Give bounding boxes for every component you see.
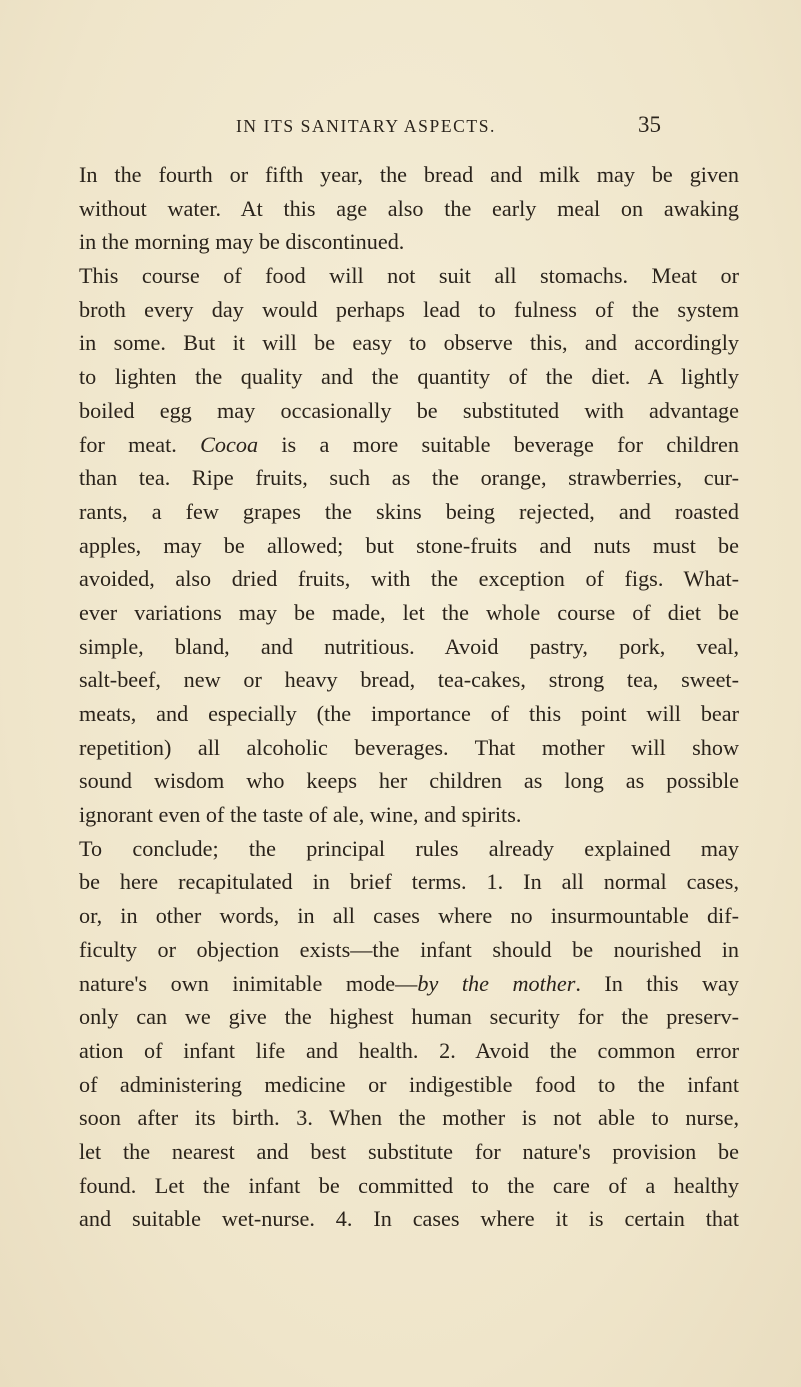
text-segment: This course of food will not suit all stomachs. Meat or [79,263,739,289]
text-segment: broth every day would perhaps lead to fulness of the system [79,296,739,322]
text-line [79,158,739,192]
text-segment: repetition) all alcoholic beverages. That mother will show [79,734,739,760]
text-line [79,1135,739,1169]
text-line [79,360,739,394]
text-segment: sound wisdom who keeps her children as long as possible [79,768,739,794]
text-line [79,798,739,832]
text-segment: nature's own inimitable mode— [79,970,418,996]
text-line [79,495,739,529]
text-line [79,428,739,462]
text-line [79,326,739,360]
text-line [79,663,739,697]
text-segment: is a more suitable beverage for children [258,431,739,457]
italic-term: Cocoa [200,431,259,457]
text-segment: . In this way [575,970,739,996]
running-title: IN ITS SANITARY ASPECTS. [236,116,496,136]
text-segment: In the fourth or fifth year, the bread and milk may be given [79,162,739,187]
text-segment: salt-beef, new or heavy bread, tea-cakes, strong tea, sweet- [79,667,739,693]
text-segment: apples, may be allowed; but stone-fruits and nuts must be [79,532,739,558]
text-line [79,259,739,293]
text-line [79,967,739,1001]
text-segment: To conclude; the principal rules already explained may [79,835,739,861]
text-line [79,630,739,664]
text-segment: found. Let the infant be committed to the care of a healthy [79,1172,739,1198]
text-segment: let the nearest and best substitute for nature's provision be [79,1138,739,1164]
text-line [79,1068,739,1102]
text-segment: rants, a few grapes the skins being rejected, and roasted [79,498,739,524]
text-line [79,899,739,933]
text-segment: in some. But it will be easy to observe this, and accordingly [79,330,739,356]
text-segment: without water. At this age also the early meal on awaking [79,195,739,221]
text-line [79,933,739,967]
text-line [79,865,739,899]
text-segment: meats, and especially (the importance of this point will bear [79,701,739,726]
text-line [79,1034,739,1068]
text-segment: to lighten the quality and the quantity of the diet. A lightly [79,364,739,390]
text-segment: simple, bland, and nutritious. Avoid pastry, pork, veal, [79,633,739,659]
text-segment: ever variations may be made, let the whole course of diet be [79,599,739,625]
text-line [79,293,739,327]
text-line [79,1202,739,1236]
text-line [79,192,739,226]
page-number: 35 [638,112,661,137]
text-line [79,225,739,259]
text-segment: only can we give the highest human security for the preserv- [79,1004,739,1030]
text-segment: for meat. [79,431,201,457]
text-segment: avoided, also dried fruits, with the exception of figs. What- [79,566,739,592]
body-text [79,158,739,1236]
text-line [79,529,739,563]
italic-phrase: by the mother [417,970,576,996]
text-segment: ignorant even of the taste of ale, wine, and spirits. [79,802,522,828]
text-line [79,596,739,630]
text-line [79,697,739,731]
text-line [79,731,739,765]
text-segment: or, in other words, in all cases where no insurmountable dif- [79,903,739,929]
text-segment: than tea. Ripe fruits, such as the orange, strawberries, cur- [79,465,739,491]
text-segment: in the morning may be discontinued. [79,229,405,255]
text-line [79,461,739,495]
text-line [79,1169,739,1203]
text-line [79,832,739,866]
text-segment: soon after its birth. 3. When the mother is not able to nurse, [79,1105,739,1131]
text-line [79,1101,739,1135]
text-line [79,1000,739,1034]
text-segment: ation of infant life and health. 2. Avoid the common error [79,1037,739,1063]
text-segment: boiled egg may occasionally be substituted with advantage [79,397,739,423]
text-line [79,764,739,798]
text-segment: and suitable wet-nurse. 4. In cases where it is certain that [79,1206,739,1232]
text-segment: ficulty or objection exists—the infant should be nourished in [79,936,739,962]
text-segment: be here recapitulated in brief terms. 1. In all normal cases, [79,869,739,895]
running-head [0,112,801,142]
text-line [79,394,739,428]
text-line [79,562,739,596]
text-segment: of administering medicine or indigestible food to the infant [79,1071,739,1097]
